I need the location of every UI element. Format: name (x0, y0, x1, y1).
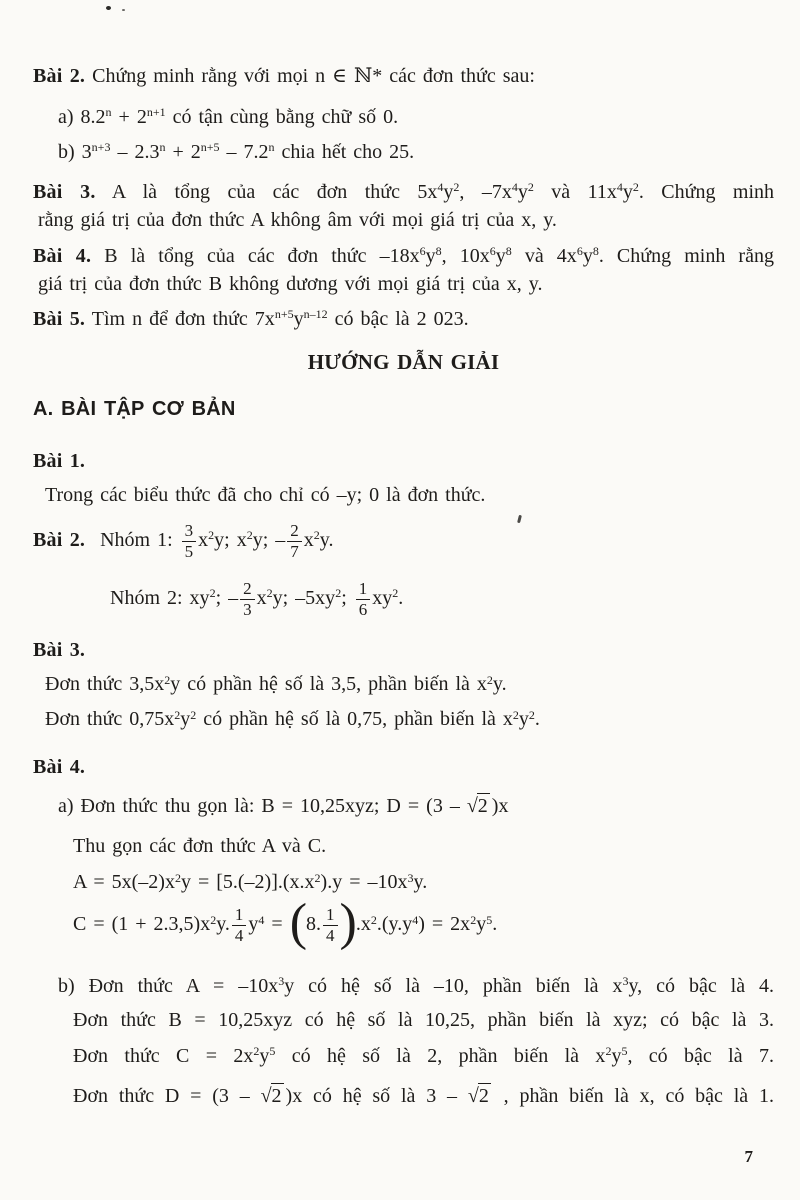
text-run: y (293, 308, 304, 330)
text-run: .(y.y (376, 913, 413, 936)
text-run: y; x (214, 528, 247, 551)
sup-segment: 6 (489, 244, 496, 259)
sqrt-segment: √2 (467, 1085, 489, 1108)
text-run: Đơn thức 3,5x (45, 673, 165, 696)
text-run: B là tổng của các đơn thức –18x (91, 245, 420, 267)
solution-4-item-a (33, 793, 774, 818)
text-run: y (518, 708, 529, 731)
solution-4-line-C (33, 1045, 774, 1068)
text-run: y; –5xy (272, 586, 336, 609)
text-run: , –7x (459, 181, 512, 203)
text-run: , 10x (441, 245, 490, 267)
sup-segment: 2 (528, 707, 535, 722)
solution-3-line-2 (33, 708, 774, 731)
text-run: – 2.3 (110, 141, 160, 163)
text-run: . (492, 913, 498, 936)
text-run: y. (413, 871, 428, 894)
text-run: = (264, 913, 290, 936)
sup-segment: 2 (453, 180, 460, 195)
text-run: rằng giá trị của đơn thức A không âm với mọi giá trị của x, y. (38, 209, 557, 231)
sup-segment: 4 (412, 912, 419, 927)
sup-segment: 2 (486, 672, 493, 687)
sup-segment: 2 (370, 912, 377, 927)
text-run: có hệ số là 2, phần biến là x (275, 1045, 606, 1068)
sup-segment: 2 (253, 1044, 260, 1059)
solution-3-line-1 (33, 673, 774, 696)
page-number: 7 (744, 1147, 753, 1166)
sup-segment: 2 (512, 707, 519, 722)
text-run: , có bậc là 7. (627, 1045, 774, 1068)
text-run: b) 3 (58, 141, 92, 163)
text-run: y có phần hệ số là 3,5, phần biến là x (170, 673, 487, 696)
text-run: y (443, 181, 454, 203)
text-run: y (582, 245, 593, 267)
ink-speck (122, 9, 125, 11)
sup-segment: 5 (486, 912, 493, 927)
exercise-4-line-1 (33, 245, 774, 268)
text-run: 8. (306, 913, 322, 936)
solution-4-heading (33, 756, 774, 779)
text-run: y (425, 245, 436, 267)
text-run: y. (319, 528, 334, 551)
text-run: y (259, 1045, 270, 1068)
sup-segment: 2 (392, 586, 399, 601)
text-run: y, có bậc là 4. (628, 975, 775, 998)
solution-3-heading (33, 639, 774, 662)
text-run: a) 8.2 (58, 106, 106, 128)
sqrt-segment: √2 (260, 1085, 282, 1108)
text-run: Nhóm 2: xy (110, 586, 210, 609)
text-run: có tận cùng bằng chữ số 0. (165, 106, 399, 128)
sup-segment: 4 (437, 180, 444, 195)
exercise-2-item-b (33, 141, 774, 164)
sup-segment: 2 (314, 870, 321, 885)
text-run: Bài 3. (33, 639, 86, 662)
section-a-heading (33, 398, 774, 421)
text-run: y; – (252, 528, 286, 551)
text-run: y. (216, 913, 230, 936)
text-run: và 4x (511, 245, 577, 267)
solution-4-item-b (33, 975, 774, 998)
sup-segment: 8 (592, 244, 599, 259)
sup-segment: 2 (470, 912, 477, 927)
sup-segment: 6 (419, 244, 426, 259)
text-run: Đơn thức C = 2x (73, 1045, 254, 1068)
text-run: xy (372, 586, 393, 609)
text-run: x (256, 586, 267, 609)
text-run: + 2 (165, 141, 201, 163)
frac-segment: $\frac{2}{3}$ (240, 580, 255, 619)
text-run: giá trị của đơn thức B không dương với mọi giá trị của x, y. (38, 273, 543, 295)
solution-4-expr-C (33, 894, 774, 952)
solution-4-expr-A (33, 871, 774, 894)
text-run: y = [5.(–2)].(x.x (180, 871, 315, 894)
sup-segment: 3 (278, 974, 285, 989)
exercise-2-heading (33, 65, 774, 88)
sup-segment: 2 (246, 528, 253, 543)
text-run: x (303, 528, 314, 551)
text-run: ) = 2x (418, 913, 471, 936)
ink-speck (106, 6, 111, 10)
sup-segment: 2 (209, 586, 216, 601)
frac-segment: $\frac{1}{6}$ (356, 580, 371, 619)
solution-4-line-B (33, 1009, 774, 1032)
frac-segment: $\frac{1}{4}$ (323, 906, 338, 945)
text-run: Bài 4. (33, 756, 86, 779)
text-run: có bậc là 2 023. (327, 308, 469, 330)
solution-guide-title (33, 349, 774, 376)
sup-segment: n–12 (303, 307, 328, 322)
sqrt-segment: √2 (466, 795, 488, 818)
text-run: Bài 2. (33, 65, 86, 87)
sup-segment: n (268, 140, 275, 155)
text-run: y (476, 913, 487, 936)
text-run: + 2 (111, 106, 147, 128)
text-run: Chứng minh rằng với mọi n ∈ ℕ* các đơn thức sau: (85, 65, 535, 87)
solution-1-heading (33, 450, 774, 473)
text-run: HƯỚNG DẪN GIẢI (307, 350, 500, 374)
text-run: A = 5x(–2)x (73, 871, 175, 894)
sup-segment: 2 (527, 180, 534, 195)
sup-segment: n (105, 105, 112, 120)
text-run: b) Đơn thức A = –10x (58, 975, 279, 998)
text-run: A. BÀI TẬP CƠ BẢN (33, 398, 236, 420)
text-run: ).y = –10x (320, 871, 408, 894)
text-run: Nhóm 1: (100, 528, 180, 551)
sup-segment: 5 (621, 1044, 628, 1059)
text-run: , phần biến là x, có bậc là 1. (492, 1085, 774, 1108)
text-run: – 7.2 (219, 141, 269, 163)
text-run: ; (341, 586, 354, 609)
text-run: Bài 3. (33, 181, 96, 203)
sup-segment: 2 (335, 586, 342, 601)
text-run: Đơn thức 0,75x (45, 708, 175, 731)
text-run: .x (355, 913, 371, 936)
solution-2-group-1 (33, 522, 774, 561)
text-run: C = (1 + 2.3,5)x (73, 913, 211, 936)
sup-segment: 6 (576, 244, 583, 259)
text-run: y có hệ số là –10, phần biến là x (284, 975, 623, 998)
sup-segment: 2 (210, 912, 217, 927)
text-run: Bài 5. (33, 308, 86, 330)
text-run: y (180, 708, 191, 731)
text-run: y (622, 181, 633, 203)
text-run: Bài 1. (33, 450, 86, 472)
sup-segment: n+5 (274, 307, 294, 322)
sup-segment: 2 (164, 672, 171, 687)
solution-4-reduce-note (33, 835, 774, 858)
sup-segment: 4 (258, 912, 265, 927)
sup-segment: 8 (505, 244, 512, 259)
sup-segment: 2 (313, 528, 320, 543)
text-run: y (248, 913, 259, 936)
text-run: y (611, 1045, 622, 1068)
bp-segment: ) (339, 894, 356, 952)
text-run: Đơn thức B = 10,25xyz có hệ số là 10,25, phần biến là xyz; có bậc là 3. (73, 1009, 774, 1032)
text-run: x (198, 528, 209, 551)
sup-segment: 2 (208, 528, 215, 543)
sup-segment: 3 (622, 974, 629, 989)
sup-segment: 3 (407, 870, 414, 885)
text-run: . (398, 586, 404, 609)
text-run: có phần hệ số là 0,75, phần biến là x (196, 708, 513, 731)
frac-segment: $\frac{1}{4}$ (232, 906, 247, 945)
solution-1-body (33, 484, 774, 507)
sup-segment: 2 (605, 1044, 612, 1059)
text-run: A là tổng của các đơn thức 5x (95, 181, 438, 203)
sup-segment: 4 (511, 180, 518, 195)
text-run: y (517, 181, 528, 203)
sup-segment: n+3 (91, 140, 111, 155)
text-run: chia hết cho 25. (274, 141, 415, 163)
text-run: Đơn thức D = (3 – (73, 1085, 261, 1108)
solution-4-line-D (33, 1083, 774, 1108)
text-run: . Chứng minh (638, 181, 775, 203)
exercise-5 (33, 308, 774, 331)
sup-segment: 8 (435, 244, 442, 259)
text-run: a) Đơn thức thu gọn là: B = 10,25xyz; D = (3 – (58, 795, 467, 818)
sup-segment: 5 (269, 1044, 276, 1059)
frac-segment: $\frac{2}{7}$ (287, 522, 302, 561)
exercise-2-item-a (33, 106, 774, 129)
solution-2-group-2 (33, 580, 774, 619)
text-run: Bài 2. (33, 528, 86, 551)
exercise-3-line-2 (33, 209, 774, 232)
text-run: y (495, 245, 506, 267)
exercise-4-line-2 (33, 273, 774, 296)
sup-segment: n (159, 140, 166, 155)
text-run: Trong các biểu thức đã cho chỉ có –y; 0 là đơn thức. (45, 484, 486, 506)
sup-segment: 4 (616, 180, 623, 195)
sup-segment: n+1 (146, 105, 166, 120)
text-run: )x có hệ số là 3 – (285, 1085, 468, 1108)
sup-segment: 2 (174, 707, 181, 722)
text-run: )x (491, 795, 509, 818)
text-run: Bài 4. (33, 245, 92, 267)
text-run: Tìm n để đơn thức 7x (85, 308, 275, 330)
text-run: . Chứng minh rằng (598, 245, 774, 267)
sup-segment: 2 (174, 870, 181, 885)
text-run: y. (492, 673, 507, 696)
text-run: và 11x (533, 181, 617, 203)
exercise-3-line-1 (33, 181, 774, 204)
text-run: Thu gọn các đơn thức A và C. (73, 835, 327, 858)
frac-segment: $\frac{3}{5}$ (182, 522, 197, 561)
sup-segment: n+5 (200, 140, 220, 155)
sup-segment: 2 (190, 707, 197, 722)
sup-segment: 2 (632, 180, 639, 195)
text-run: . (534, 708, 540, 731)
sup-segment: 2 (266, 586, 273, 601)
bp-segment: ( (289, 894, 307, 952)
text-run: ; – (215, 586, 239, 609)
